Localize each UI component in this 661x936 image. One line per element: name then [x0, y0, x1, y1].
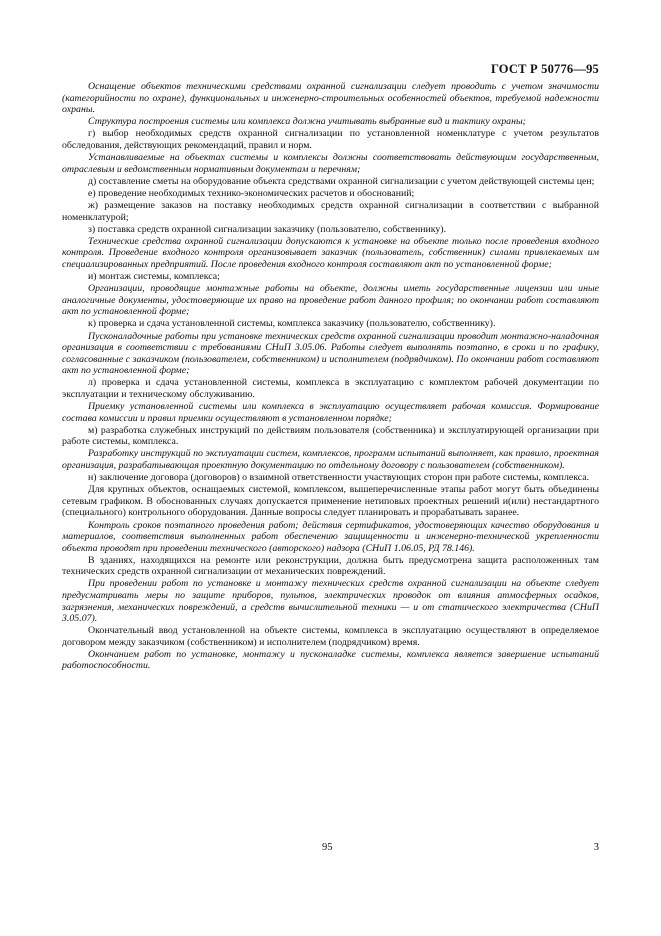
- paragraph: Организации, проводящие монтажные работы на объекте, должны иметь государственные лицензии или иные аналогичные документы, удостоверяющие их право на проведение работ данного профиля; по окончании работ составляют акт по установленной форме;: [62, 283, 599, 318]
- paragraph: л) проверка и сдача установленной системы, комплекса в эксплуатацию с комплектом рабочей документации по эксплуатации и техническому обслуживанию.: [62, 377, 599, 400]
- paragraph: Разработку инструкций по эксплуатации систем, комплексов, программ испытаний выполняет, как правило, проектная организация, разрабатывающая проектную документацию по отдельному договору с пользователем (собственником).: [62, 448, 599, 471]
- paragraph: Приемку установленной системы или комплекса в эксплуатацию осуществляет рабочая комиссия. Формирование состава комиссии и правил приемки осуществляют в установленном порядке;: [62, 401, 599, 424]
- paragraph: ж) размещение заказов на поставку необходимых средств охранной сигнализации в соответствии с выбранной номенклатурой;: [62, 200, 599, 223]
- paragraph: Пусконаладочные работы при установке технических средств охранной сигнализации проводит монтажно-наладочная организация в соответствии с требованиями СНиП 3.05.06. Работы следует выполнять поэтапно, в сроки и по графику, согласованные с заказчиком (пользователем, собственником) и исполнителем (подрядчиком). По окончании работ составляют акт по установленной форме;: [62, 330, 599, 377]
- paragraph: Контроль сроков поэтапного проведения работ; действия сертификатов, удостоверяющих качество оборудования и материалов, соответствия выполненных работ обеспечению защищенности и инженерно-технической укрепленности объекта проводят при проведении технического (авторского) надзора (СНиП 1.06.05, РД 78.146).: [62, 519, 599, 554]
- paragraph: к) проверка и сдача установленной системы, комплекса заказчику (пользователю, собственнику).: [88, 318, 496, 330]
- sheet-number: 3: [593, 842, 599, 853]
- paragraph: Устанавливаемые на объектах системы и комплексы должны соответствовать действующим государственным, отраслевым и ведомственным нормативным документам и перечням;: [62, 152, 599, 175]
- paragraph: з) поставка средств охранной сигнализации заказчику (пользователю, собственнику).: [88, 223, 447, 235]
- paragraph: Окончательный ввод установленной на объекте системы, комплекса в эксплуатацию осуществляют в определяемое договором между заказчиком (собственником) и исполнителем (подрядчиком) время.: [62, 625, 599, 648]
- document-code: ГОСТ Р 50776—95: [490, 62, 599, 76]
- paragraph: Структура построения системы или комплекса должна учитывать выбранные вид и тактику охраны;: [88, 116, 526, 128]
- paragraph: При проведении работ по установке и монтажу технических средств охранной сигнализации на объекте следует предусматривать меры по защите приборов, пультов, электрических проводок от влияния атмосферных осадков, загрязнения, механических повреждений, а средств вычислительной техники — и от статического электричества (СНиП 3.05.07).: [62, 578, 599, 625]
- paragraph: Оснащение объектов техническими средствами охранной сигнализации следует проводить с учетом значимости (категорийности по охране), функциональных и инженерно-строительных особенностей объектов, требуемой надежности охраны.: [62, 81, 599, 116]
- paragraph: Для крупных объектов, оснащаемых системой, комплексом, вышеперечисленные этапы работ могут быть объединены сетевым графиком. В обоснованных случаях допускается применение нетиповых проектных решений и(или) нестандартного (специального) контрольного оборудования. Данные вопросы следует планировать и прорабатывать заранее.: [62, 484, 599, 519]
- document-body: [62, 81, 599, 672]
- paragraph: г) выбор необходимых средств охранной сигнализации по установленной номенклатуре с учетом результатов обследования, действующих рекомендаций, правил и норм.: [62, 128, 599, 151]
- page-number: 95: [322, 842, 333, 853]
- paragraph: н) заключение договора (договоров) о взаимной ответственности участвующих сторон при работе системы, комплекса.: [88, 472, 590, 484]
- paragraph: д) составление сметы на оборудование объекта средствами охранной сигнализации с учетом действующей системы цен;: [88, 175, 595, 187]
- paragraph: В зданиях, находящихся на ремонте или реконструкции, должна быть предусмотрена защита расположенных там технических средств охранной сигнализации от механических повреждений.: [62, 554, 599, 578]
- paragraph: е) проведение необходимых технико-экономических расчетов и обоснований;: [88, 187, 415, 199]
- paragraph: и) монтаж системы, комплекса;: [88, 271, 220, 283]
- paragraph: м) разработка служебных инструкций по действиям пользователя (собственника) и эксплуатирующей организации при работе системы, комплекса.: [62, 424, 599, 448]
- paragraph: Технические средства охранной сигнализации допускаются к установке на объекте только после проведения входного контроля. Проведение входного контроля организовывает заказчик (пользователь, собственник) силами привлекаемых им специализированных предприятий. После проведения входного контроля составляют акт по установленной форме;: [62, 235, 599, 270]
- paragraph: Окончанием работ по установке, монтажу и пусконаладке системы, комплекса является завершение испытаний работоспособности.: [62, 648, 599, 672]
